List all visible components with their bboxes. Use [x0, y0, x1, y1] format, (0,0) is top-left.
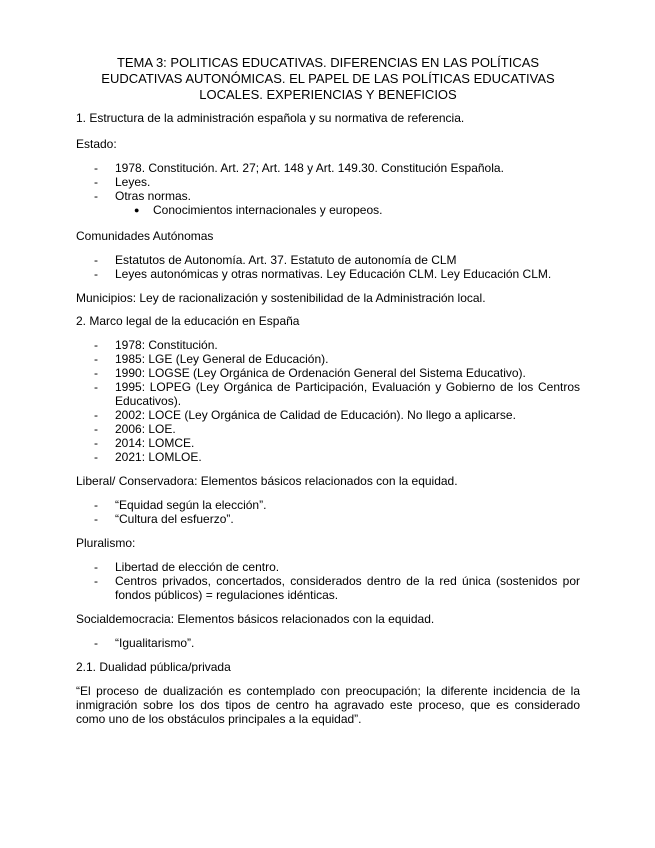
sub-list-item-text: Conocimientos internacionales y europeos.: [153, 203, 383, 217]
list-item: [76, 512, 580, 526]
title-line: LOCALES. EXPERIENCIAS Y BENEFICIOS: [199, 87, 457, 102]
document-title: [76, 55, 580, 103]
dash-marker: -: [94, 574, 98, 588]
section-1-heading: 1. Estructura de la administración española y su normativa de referencia.: [76, 111, 465, 125]
list-item: [76, 450, 580, 464]
list-item: [76, 366, 580, 380]
socialdemocracia-list: [76, 636, 580, 650]
list-item: [76, 408, 580, 422]
list-item: [76, 436, 580, 450]
laws-list: [76, 338, 580, 464]
list-item: [76, 253, 580, 267]
list-item-text: 1995: LOPEG (Ley Orgánica de Participación, Evaluación y Gobierno de los Centros Educativos).: [115, 380, 580, 408]
list-item: [76, 267, 580, 281]
list-item: [76, 161, 580, 175]
estado-list: [76, 161, 580, 217]
list-item-text: 2006: LOE.: [115, 422, 176, 436]
dash-marker: -: [94, 366, 98, 380]
section-2-1-heading: 2.1. Dualidad pública/privada: [76, 660, 231, 674]
ccaa-list: [76, 253, 580, 281]
dash-marker: -: [94, 450, 98, 464]
list-item: [76, 380, 580, 408]
sub-list-item: [76, 203, 580, 217]
dash-marker: -: [94, 352, 98, 366]
dash-marker: -: [94, 408, 98, 422]
list-item-text: Leyes.: [115, 175, 151, 189]
list-item-text: Otras normas.: [115, 189, 192, 203]
section-2-heading: 2. Marco legal de la educación en España: [76, 314, 300, 328]
list-item-text: 1990: LOGSE (Ley Orgánica de Ordenación General del Sistema Educativo).: [115, 366, 526, 380]
dualidad-quote: “El proceso de dualización es contemplado con preocupación; la diferente incidencia de la inmigración sobre los dos tipos de centro ha agravado este proceso, que es considerado como uno de los obstáculos principales a la equidad”.: [76, 684, 580, 726]
dash-marker: -: [94, 436, 98, 450]
list-item-text: “Equidad según la elección”.: [115, 498, 267, 512]
title-line: TEMA 3: POLITICAS EDUCATIVAS. DIFERENCIAS EN LAS POLÍTICAS: [116, 55, 540, 70]
dash-marker: -: [94, 267, 98, 281]
list-item-text: Estatutos de Autonomía. Art. 37. Estatuto de autonomía de CLM: [115, 253, 457, 267]
title-line: EUDCATIVAS AUTONÓMICAS. EL PAPEL DE LAS POLÍTICAS EDUCATIVAS: [101, 71, 555, 86]
dash-marker: -: [94, 175, 98, 189]
pluralismo-label: Pluralismo:: [76, 536, 136, 550]
list-item: [76, 636, 580, 650]
municipios-line: Municipios: Ley de racionalización y sostenibilidad de la Administración local.: [76, 291, 486, 305]
list-item: [76, 175, 580, 189]
list-item-text: 2021: LOMLOE.: [115, 450, 202, 464]
liberal-list: [76, 498, 580, 526]
ccaa-label: Comunidades Autónomas: [76, 229, 214, 243]
dash-marker: -: [94, 560, 98, 574]
list-item: [76, 574, 580, 602]
estado-label: Estado:: [76, 137, 117, 151]
dash-marker: -: [94, 161, 98, 175]
list-item-text: Libertad de elección de centro.: [115, 560, 280, 574]
list-item: [76, 338, 580, 352]
list-item-text: 2002: LOCE (Ley Orgánica de Calidad de Educación). No llego a aplicarse.: [115, 408, 516, 422]
list-item-text: Leyes autonómicas y otras normativas. Ley Educación CLM. Ley Educación CLM.: [115, 267, 552, 281]
list-item: [76, 498, 580, 512]
list-item: [76, 352, 580, 366]
list-item: [76, 560, 580, 574]
list-item-text: 2014: LOMCE.: [115, 436, 195, 450]
dash-marker: -: [94, 189, 98, 203]
list-item-text: “Igualitarismo”.: [115, 636, 195, 650]
liberal-label: Liberal/ Conservadora: Elementos básicos relacionados con la equidad.: [76, 474, 458, 488]
list-item-text: 1985: LGE (Ley General de Educación).: [115, 352, 329, 366]
list-item: [76, 189, 580, 217]
dash-marker: -: [94, 380, 98, 394]
bullet-marker: ●: [134, 205, 140, 215]
socialdemocracia-label: Socialdemocracia: Elementos básicos relacionados con la equidad.: [76, 612, 435, 626]
dash-marker: -: [94, 422, 98, 436]
list-item-text: 1978: Constitución.: [115, 338, 218, 352]
list-item-text: Centros privados, concertados, considerados dentro de la red única (sostenidos por fondos públicos) = regulaciones idénticas.: [115, 574, 580, 602]
list-item-text: “Cultura del esfuerzo”.: [115, 512, 234, 526]
dash-marker: -: [94, 498, 98, 512]
estado-sublist: [76, 203, 580, 217]
dash-marker: -: [94, 636, 98, 650]
dash-marker: -: [94, 253, 98, 267]
dash-marker: -: [94, 512, 98, 526]
dash-marker: -: [94, 338, 98, 352]
list-item-text: 1978. Constitución. Art. 27; Art. 148 y Art. 149.30. Constitución Española.: [115, 161, 504, 175]
pluralismo-list: [76, 560, 580, 602]
list-item: [76, 422, 580, 436]
